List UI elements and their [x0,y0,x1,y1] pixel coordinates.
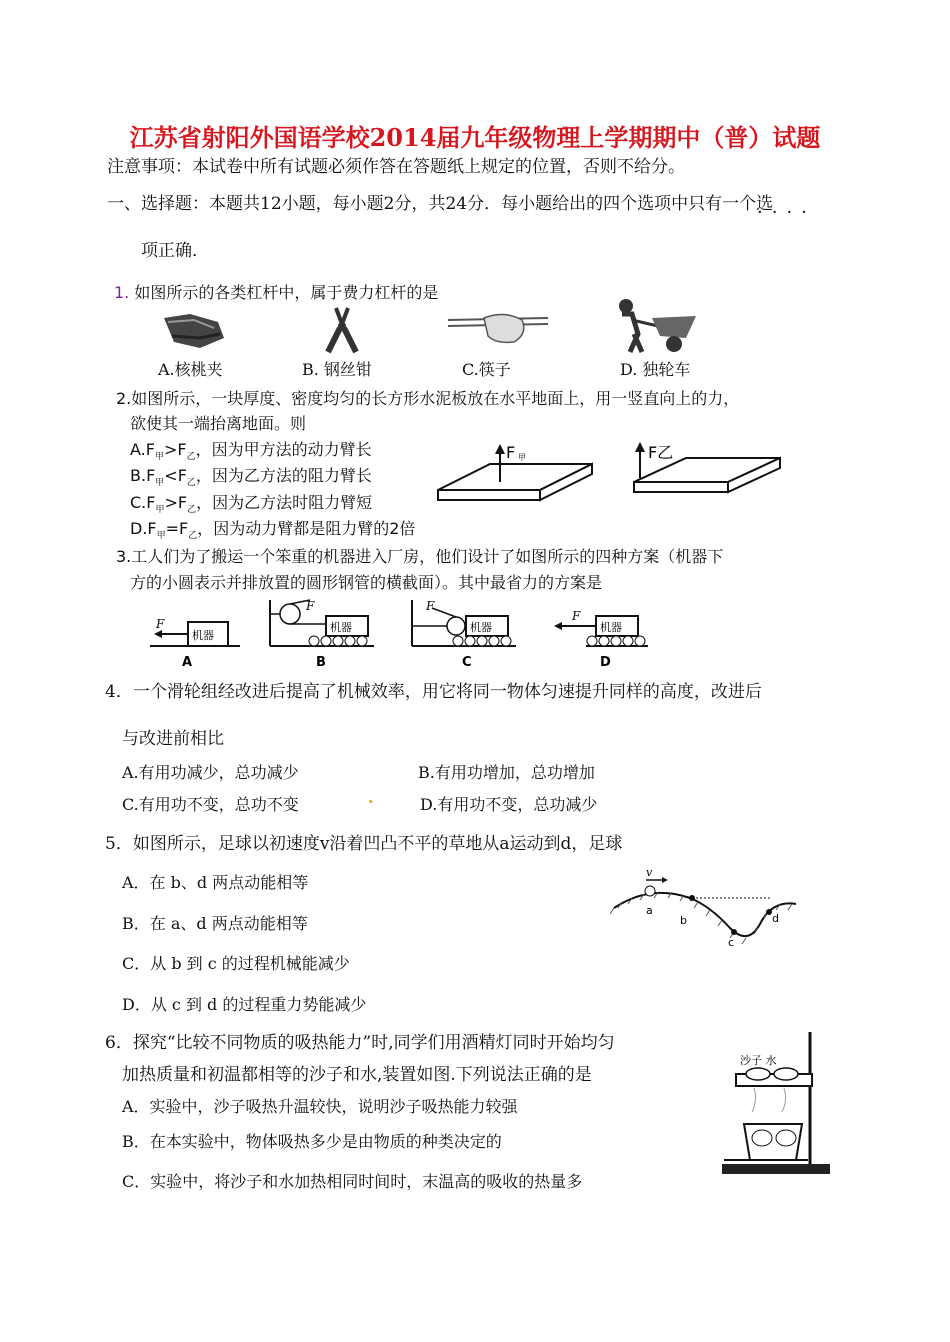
q6-stem-line1: 6．探究“比较不同物质的吸热能力”时,同学们用酒精灯同时开始均匀 [105,1033,615,1053]
q2-option-d: $D.F_甲=F_乙$，因为动力臂都是阻力臂的2倍 [130,519,416,542]
notice-text: 注意事项：本试卷中所有试题必须作答在答题纸上规定的位置，否则不给分。 [107,157,685,177]
q4-option-d: D.有用功不变，总功减少 [420,795,598,814]
q1-number: 1. [114,283,130,302]
q2-option-a: $A.F_甲>F_乙$，因为甲方法的动力臂长 [130,440,372,463]
q2-option-b: $B.F_甲<F_乙$，因为乙方法的阻力臂长 [130,466,372,489]
q1-stem [114,280,438,303]
emphasis-dots: ···· [757,202,816,223]
svg-text:d: d [772,912,779,925]
svg-text:机器: 机器 [192,629,214,642]
q6-option-a: A．实验中，沙子吸热升温较快，说明沙子吸热能力较强 [122,1097,518,1116]
page-title: 江苏省射阳外国语学校2014届九年级物理上学期期中（普）试题 [129,123,821,152]
q3-stem-line2: 方的小圆表示并排放置的圆形钢管的横截面）。其中最省力的方案是 [130,573,603,592]
slab-figure-jia [432,440,597,508]
q4-stem-line1: 4．一个滑轮组经改进后提高了机械效率，用它将同一物体匀速提升同样的高度，改进后 [105,682,762,702]
q6-option-c: C．实验中，将沙子和水加热相同时间时，末温高的吸收的热量多 [122,1172,583,1191]
plan-figure-a [150,600,240,670]
q5-stem: 5．如图所示，足球以初速度v沿着凹凸不平的草地从a运动到d，足球 [105,834,623,854]
plan-figure-c [408,598,520,670]
svg-text:v: v [646,866,653,879]
force-label-jia-sub: 甲 [518,453,526,462]
section-heading-cont: 项正确． [141,241,209,261]
svg-text:F: F [426,599,435,613]
svg-text:a: a [646,904,653,917]
slab-figure-yi [628,440,786,500]
svg-text:A: A [182,655,193,670]
plan-figure-b [266,598,378,670]
q3-stem-line1: 3.工人们为了搬运一个笨重的机器进入厂房，他们设计了如图所示的四种方案（机器下 [116,547,724,566]
section-heading: 一、选择题：本题共12小题，每小题2分，共24分．每小题给出的四个选项中只有一个选 [107,194,774,214]
q6-stem-line2: 加热质量和初温都相等的沙子和水,装置如图.下列说法正确的是 [122,1065,592,1085]
svg-text:F: F [572,609,581,623]
svg-text:D: D [600,655,611,670]
q4-option-a: A.有用功减少，总功减少 [122,763,299,782]
q2-option-c: $C.F_甲>F_乙$，因为乙方法时阻力臂短 [130,493,373,516]
svg-text:F: F [306,599,315,613]
q5-option-b: B．在 a、d 两点动能相等 [122,914,308,933]
q5-option-d: D．从 c 到 d 的过程重力势能减少 [122,995,367,1014]
q5-option-c: C．从 b 到 c 的过程机械能减少 [122,954,350,973]
svg-text:F: F [156,617,165,631]
football-terrain-figure [610,864,800,950]
q1-option-a: A.核桃夹 [158,360,223,379]
q2-stem-line2: 欲使其一端抬离地面。则 [130,414,307,433]
q4-option-c: C.有用功不变，总功不变 [122,795,299,814]
q1-option-d: D. 独轮车 [620,360,691,379]
q1-stem-text: 如图所示的各类杠杆中，属于费力杠杆的是 [134,283,439,302]
stray-dot: . [368,788,374,807]
q1-option-b: B. 钢丝钳 [302,360,372,379]
q5-option-a: A．在 b、d 两点动能相等 [122,873,309,892]
plan-figure-d [550,600,650,670]
q1-option-c: C.筷子 [462,360,511,379]
force-label-jia: F [506,443,516,462]
force-label-yi: F乙 [648,443,674,462]
q6-option-b: B．在本实验中，物体吸热多少是由物质的种类决定的 [122,1132,502,1151]
q4-option-b: B.有用功增加，总功增加 [418,763,595,782]
q4-stem-line2: 与改进前相比 [122,729,224,749]
svg-text:c: c [728,936,735,949]
svg-text:B: B [316,655,326,670]
chopsticks-icon [444,310,550,350]
svg-text:机器: 机器 [470,621,492,634]
svg-text:C: C [462,655,472,670]
heating-apparatus-figure [718,1028,834,1178]
wheelbarrow-icon [612,296,702,356]
nutcracker-icon [160,308,230,354]
svg-text:机器: 机器 [330,621,352,634]
svg-text:b: b [680,914,687,927]
svg-text:机器: 机器 [600,621,622,634]
svg-text:沙子 水: 沙子 水 [740,1054,777,1067]
q2-stem-line1: 2.如图所示，一块厚度、密度均匀的长方形水泥板放在水平地面上，用一竖直向上的力， [116,389,740,408]
pliers-icon [318,304,368,356]
